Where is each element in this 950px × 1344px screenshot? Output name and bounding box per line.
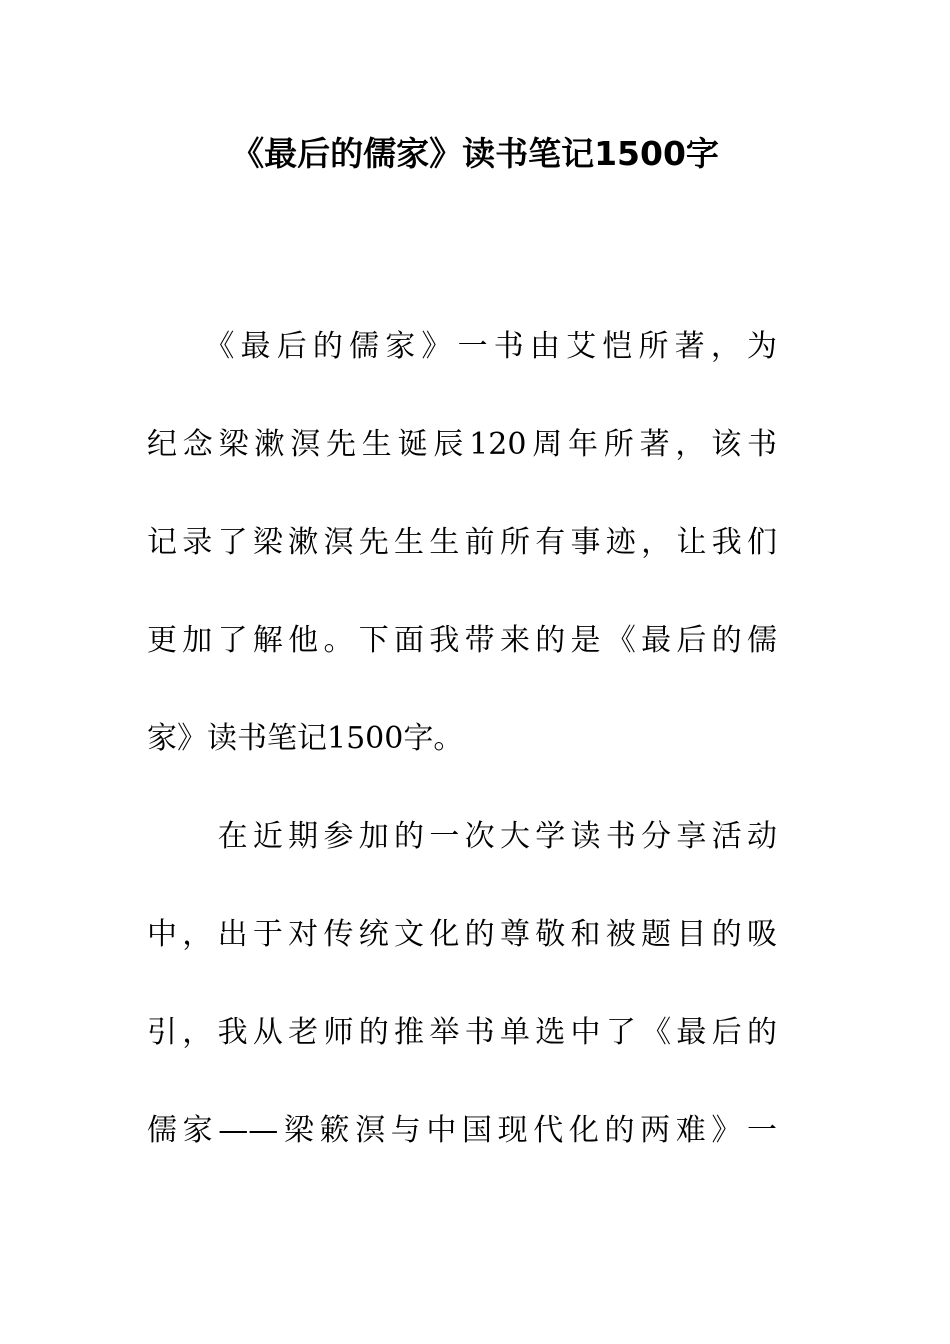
paragraph-2-line-3: 引，我从老师的推举书单选中了《最后的 xyxy=(147,1015,777,1050)
document-title: 《最后的儒家》读书笔记1500字 xyxy=(231,134,719,173)
paragraph-1-line-2: 纪念梁漱溟先生诞辰120周年所著，该书 xyxy=(147,427,777,462)
paragraph-1-line-4: 更加了解他。下面我带来的是《最后的儒 xyxy=(147,623,777,658)
paragraph-2-line-2: 中，出于对传统文化的尊敬和被题目的吸 xyxy=(147,917,777,952)
paragraph-1-line-3: 记录了梁漱溟先生生前所有事迹，让我们 xyxy=(147,525,777,560)
paragraph-2-line-4: 儒家——梁簌溟与中国现代化的两难》一 xyxy=(147,1113,777,1148)
document-body xyxy=(147,298,777,1180)
paragraph-1-line-5: 家》读书笔记1500字。 xyxy=(147,721,464,756)
paragraph-1-line-1: 《最后的儒家》一书由艾恺所著，为 xyxy=(147,329,777,364)
paragraph-2-line-1: 在近期参加的一次大学读书分享活动 xyxy=(147,819,777,854)
